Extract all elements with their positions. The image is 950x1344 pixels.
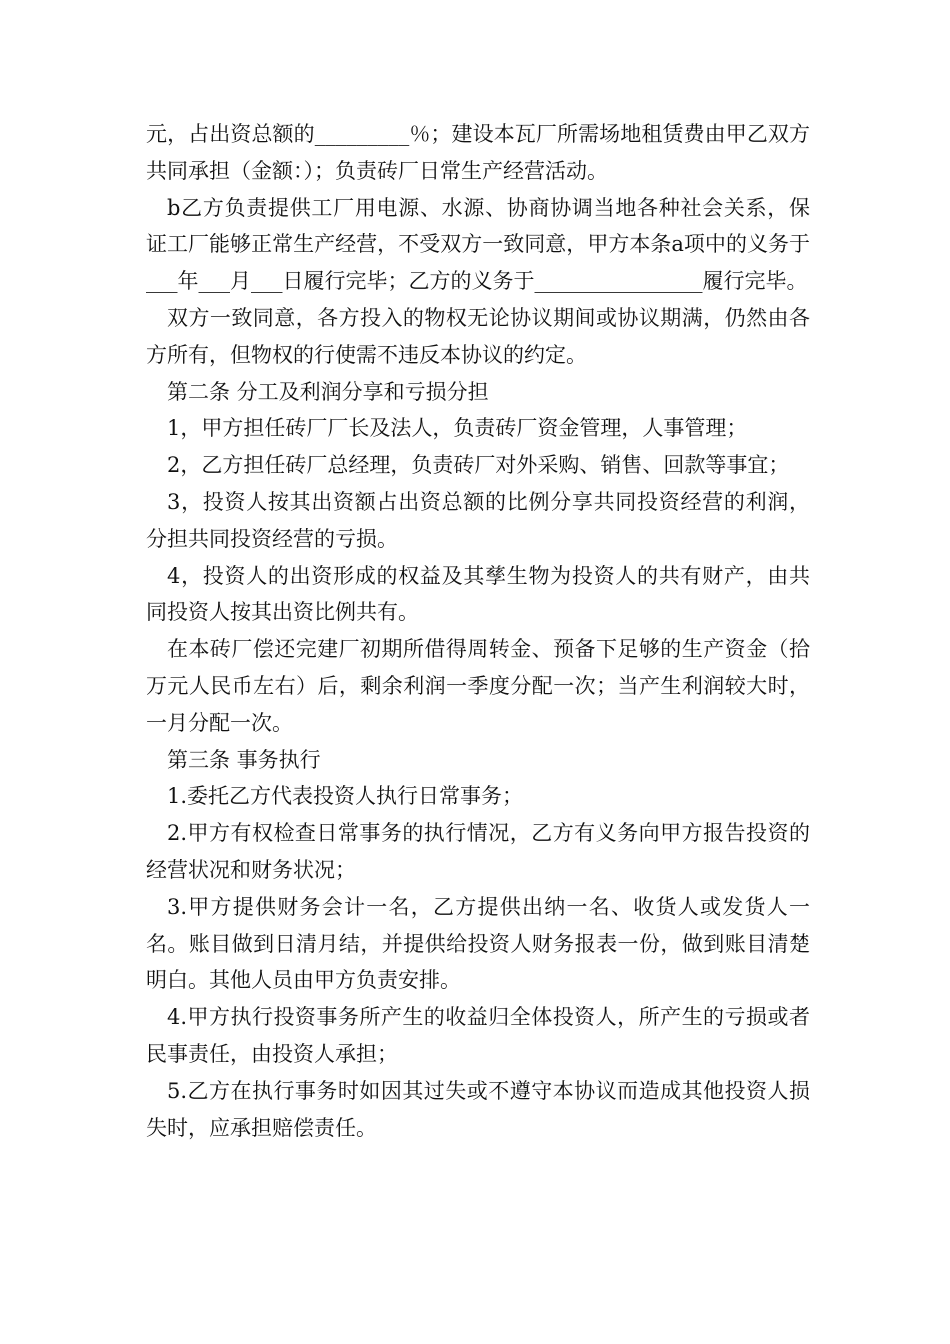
paragraph-article-3-item-2: 2.甲方有权检查日常事务的执行情况，乙方有义务向甲方报告投资的经营状况和财务状况；	[146, 821, 810, 882]
paragraph-share-ratio: 元，占出资总额的_________％；建设本瓦厂所需场地租赁费由甲乙双方共同承担（金额：）；负责砖厂日常生产经营活动。	[146, 122, 810, 183]
heading-article-3: 第三条 事务执行	[167, 747, 321, 772]
paragraph-article-2-item-1: 1，甲方担任砖厂厂长及法人，负责砖厂资金管理，人事管理；	[167, 416, 748, 441]
paragraph-party-b-duties: b乙方负责提供工厂用电源、水源、协商协调当地各种社会关系，保证工厂能够正常生产经营，不受双方一致同意，甲方本条a项中的义务于___年___月___日履行完毕；乙方的义务于________________履行完毕。	[146, 195, 810, 294]
paragraph-article-2-item-2: 2，乙方担任砖厂总经理，负责砖厂对外采购、销售、回款等事宜；	[167, 453, 790, 478]
document-body	[146, 116, 810, 1146]
paragraph-article-3-item-1: 1.委托乙方代表投资人执行日常事务；	[167, 784, 524, 809]
paragraph-property-rights: 双方一致同意，各方投入的物权无论协议期间或协议期满，仍然由各方所有，但物权的行使需不违反本协议的约定。	[146, 305, 810, 367]
paragraph-article-3-item-5: 5.乙方在执行事务时如因其过失或不遵守本协议而造成其他投资人损失时，应承担赔偿责任。	[146, 1078, 810, 1140]
heading-article-2: 第二条 分工及利润分享和亏损分担	[167, 379, 489, 404]
paragraph-article-3-item-3: 3.甲方提供财务会计一名，乙方提供出纳一名、收货人或发货人一名。账目做到日清月结，并提供给投资人财务报表一份，做到账目清楚明白。其他人员由甲方负责安排。	[146, 894, 810, 993]
paragraph-article-2-item-4: 4，投资人的出资形成的权益及其孳生物为投资人的共有财产，由共同投资人按其出资比例共有。	[146, 563, 810, 625]
paragraph-article-3-item-4: 4.甲方执行投资事务所产生的收益归全体投资人，所产生的亏损或者民事责任，由投资人承担；	[146, 1005, 810, 1066]
paragraph-article-2-item-3: 3，投资人按其出资额占出资总额的比例分享共同投资经营的利润，分担共同投资经营的亏损。	[146, 489, 810, 551]
paragraph-profit-distribution: 在本砖厂偿还完建厂初期所借得周转金、预备下足够的生产资金（拾万元人民币左右）后，剩余利润一季度分配一次；当产生利润较大时，一月分配一次。	[146, 637, 810, 735]
